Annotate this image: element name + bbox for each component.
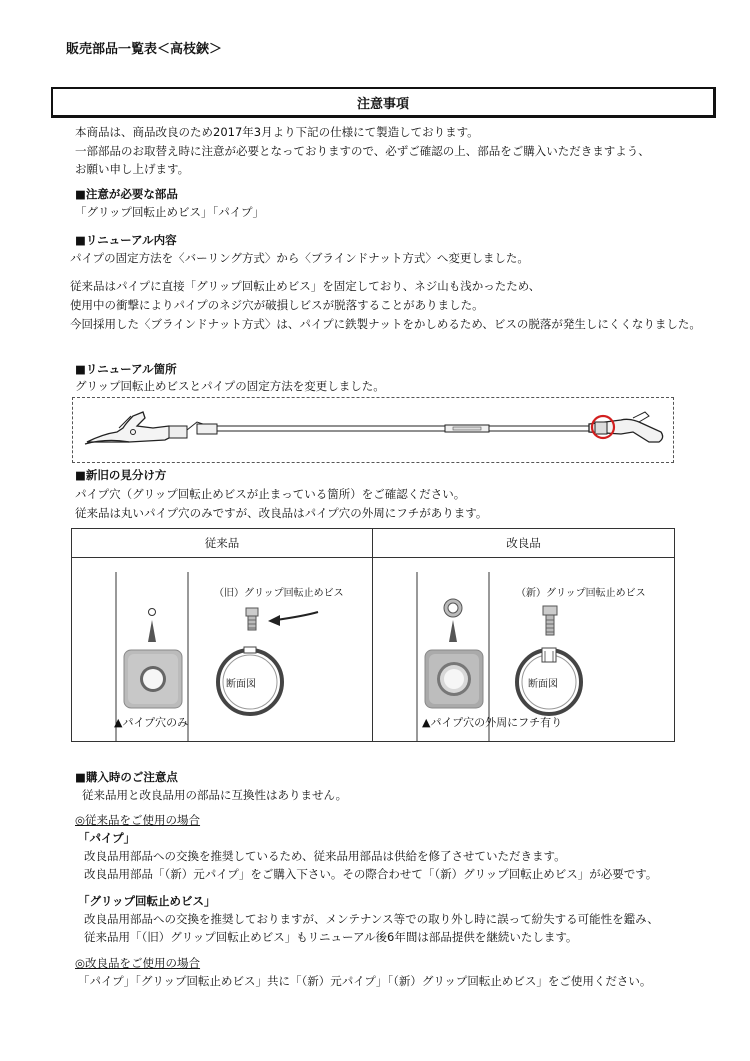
renewal-detail-line: 従来品はパイプに直接「グリップ回転止めビス」を固定しており、ネジ山も浅かったため、 — [70, 279, 541, 293]
location-body: グリップ回転止めビスとパイプの固定方法を変更しました。 — [75, 379, 385, 393]
using-new-body: 「パイプ」「グリップ回転止めビス」共に「（新）元パイプ」「（新）グリップ回転止めビス」をご使用ください。 — [78, 974, 652, 988]
notice-heading-box — [51, 87, 716, 118]
old-section-label: 断面図 — [226, 679, 256, 690]
using-old-heading: ◎従来品をご使用の場合 — [75, 813, 201, 827]
using-old-screw-line: 従来品用「（旧）グリップ回転止めビス」もリニューアル後6年間は部品提供を継続いたします。 — [84, 930, 578, 944]
intro-line: 一部部品のお取替え時に注意が必要となっておりますので、必ずご確認の上、部品をご購入いただきますよう、 — [75, 144, 650, 158]
using-old-screw-line: 改良品用部品への交換を推奨しておりますが、メンテナンス等での取り外し時に誤って紛失する可能性を鑑み、 — [84, 912, 659, 926]
pole-pruner-illustration — [73, 398, 673, 462]
old-header: 従来品 — [72, 529, 372, 558]
new-screw-label: （新）グリップ回転止めビス — [516, 588, 646, 599]
renewal-heading: ■リニューアル内容 — [75, 233, 177, 247]
intro-line: 本商品は、商品改良のため2017年3月より下記の仕様にて製造しております。 — [75, 125, 479, 139]
using-old-pipe-title: 「パイプ」 — [78, 831, 136, 845]
document-title: 販売部品一覧表＜高枝鋏＞ — [66, 42, 223, 57]
renewal-detail-line: 今回採用した〈ブラインドナット方式〉は、パイプに鉄製ナットをかしめるため、ビスの脱落が発生しにくくなりました。 — [70, 317, 701, 331]
new-header: 改良品 — [373, 529, 674, 558]
identify-line: 従来品は丸いパイプ穴のみですが、改良品はパイプ穴の外周にフチがあります。 — [75, 506, 488, 520]
purchase-body: 従来品用と改良品用の部品に互換性はありません。 — [82, 788, 348, 802]
new-caption: ▲パイプ穴の外周にフチ有り — [422, 716, 563, 729]
renewal-body: パイプの固定方法を〈バーリング方式〉から〈ブラインドナット方式〉へ変更しました。 — [70, 251, 529, 265]
using-old-screw-title: 「グリップ回転止めビス」 — [78, 894, 216, 908]
identify-heading: ■新旧の見分け方 — [75, 468, 167, 482]
using-new-heading: ◎改良品をご使用の場合 — [75, 956, 201, 970]
new-section-label: 断面図 — [528, 679, 558, 690]
identify-line: パイプ穴（グリップ回転止めビスが止まっている箇所）をご確認ください。 — [75, 487, 466, 501]
using-old-pipe-line: 改良品用部品への交換を推奨しているため、従来品用部品は供給を修了させていただきます。 — [84, 849, 566, 863]
location-heading: ■リニューアル箇所 — [75, 362, 177, 376]
renewal-detail-line: 使用中の衝撃によりパイプのネジ穴が破損しビスが脱落することがありました。 — [70, 298, 484, 312]
parts-heading: ■注意が必要な部品 — [75, 187, 178, 201]
using-old-pipe-line: 改良品用部品「（新）元パイプ」をご購入下さい。その際合わせて「（新）グリップ回転止めビス」が必要です。 — [84, 867, 658, 881]
comparison-table — [71, 528, 675, 742]
pruner-illustration-box — [72, 397, 674, 463]
old-caption: ▲パイプ穴のみ — [114, 716, 189, 729]
purchase-heading: ■購入時のご注意点 — [75, 770, 178, 784]
intro-line: お願い申し上げます。 — [75, 162, 190, 176]
parts-body: 「グリップ回転止めビス」「パイプ」 — [75, 205, 264, 219]
old-screw-label: （旧）グリップ回転止めビス — [214, 588, 344, 599]
notice-heading: 注意事項 — [356, 96, 409, 112]
